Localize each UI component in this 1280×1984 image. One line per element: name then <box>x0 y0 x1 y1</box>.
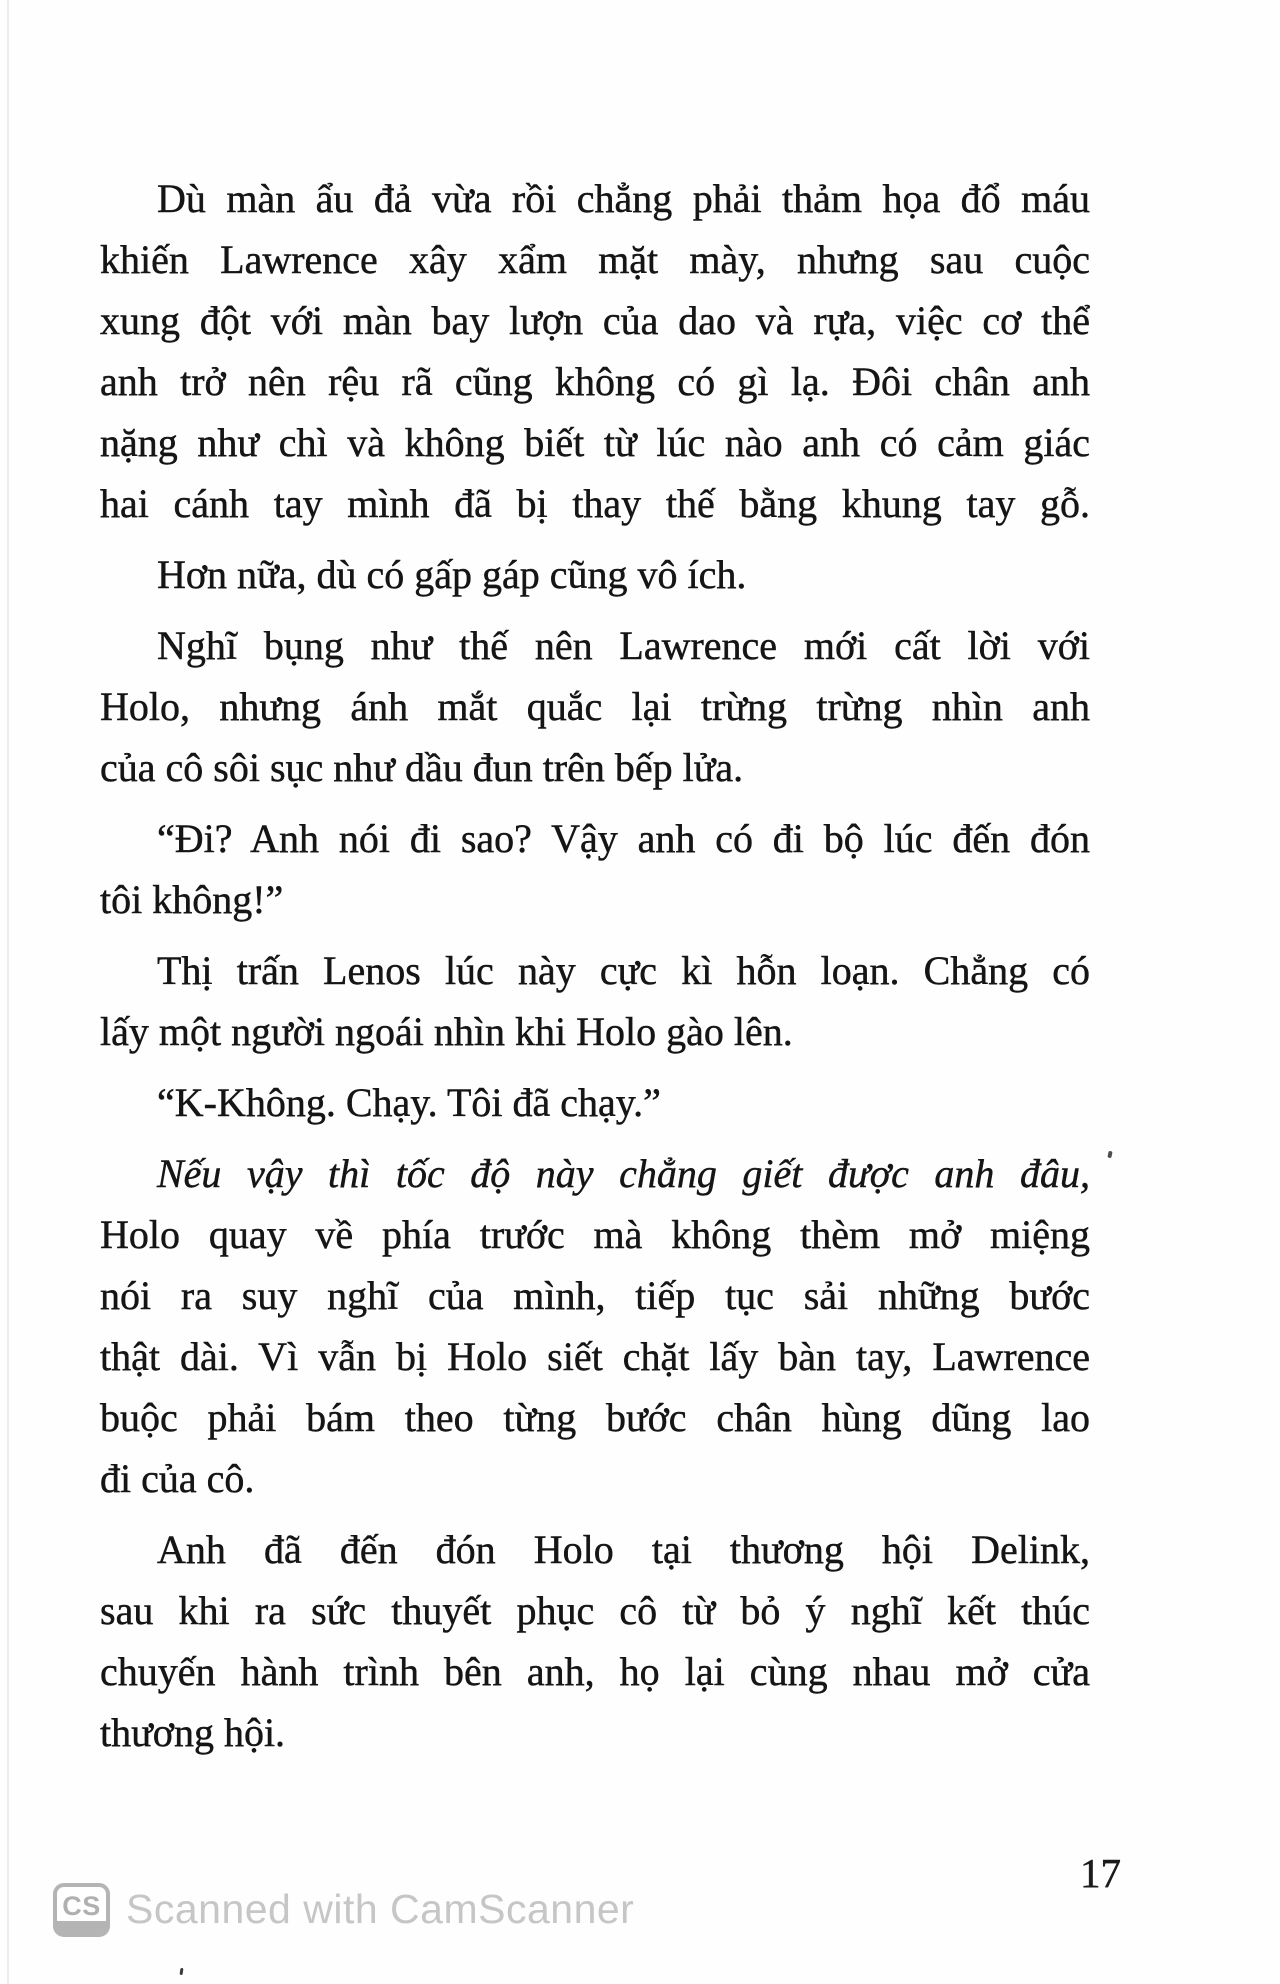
text-line: thật dài. Vì vẫn bị Holo siết chặt lấy bàn tay, Lawrence <box>100 1334 1090 1379</box>
paragraph <box>100 615 1090 798</box>
text-line: Thị trấn Lenos lúc này cực kì hỗn loạn. Chẳng có <box>157 948 1090 993</box>
text-line: nặng như chì và không biết từ lúc nào anh có cảm giác <box>100 420 1090 465</box>
text-line: của cô sôi sục như dầu đun trên bếp lửa. <box>100 745 744 790</box>
text-line: Dù màn ẩu đả vừa rồi chẳng phải thảm họa đổ máu <box>157 176 1090 221</box>
camscanner-logo-bar <box>56 1921 107 1934</box>
scan-edge-shadow <box>7 0 9 1984</box>
camscanner-logo-text: CS <box>62 1891 101 1921</box>
text-line: “K-Không. Chạy. Tôi đã chạy.” <box>157 1080 661 1125</box>
paragraph <box>100 940 1090 1062</box>
text-line: Holo, nhưng ánh mắt quắc lại trừng trừng nhìn anh <box>100 684 1090 729</box>
text-line: thương hội. <box>100 1710 286 1755</box>
text-line: Hơn nữa, dù có gấp gáp cũng vô ích. <box>157 552 747 597</box>
text-line: “Đi? Anh nói đi sao? Vậy anh có đi bộ lúc đến đón <box>157 816 1090 861</box>
text-line: buộc phải bám theo từng bước chân hùng dũng lao <box>100 1395 1090 1440</box>
paragraph <box>100 808 1090 930</box>
page-number: 17 <box>1080 1850 1121 1896</box>
text-line: xung đột với màn bay lượn của dao và rựa, việc cơ thể <box>100 298 1090 343</box>
text-line: lấy một người ngoái nhìn khi Holo gào lên. <box>100 1009 793 1054</box>
text-line: Nghĩ bụng như thế nên Lawrence mới cất lời với <box>157 623 1090 668</box>
text-line: Holo quay về phía trước mà không thèm mở miệng <box>100 1212 1090 1257</box>
text-line: nói ra suy nghĩ của mình, tiếp tục sải những bước <box>100 1273 1090 1318</box>
text-line: khiến Lawrence xây xẩm mặt mày, nhưng sau cuộc <box>100 237 1090 282</box>
camscanner-watermark-label: Scanned with CamScanner <box>126 1886 635 1932</box>
body-text <box>100 168 1090 1763</box>
camscanner-logo-icon <box>53 1883 110 1937</box>
text-line: đi của cô. <box>100 1456 255 1501</box>
paragraph <box>100 544 1090 605</box>
text-line: Anh đã đến đón Holo tại thương hội Delink, <box>157 1527 1090 1572</box>
scan-artifact <box>1107 1151 1112 1159</box>
text-line: hai cánh tay mình đã bị thay thế bằng khung tay gỗ. <box>100 481 1090 526</box>
paragraph <box>100 1072 1090 1133</box>
scan-artifact <box>180 1968 184 1975</box>
text-line: tôi không!” <box>100 877 284 922</box>
text-line-italic: Nếu vậy thì tốc độ này chẳng giết được anh đâu, <box>157 1151 1090 1196</box>
paragraph <box>100 1143 1090 1509</box>
paragraph <box>100 168 1090 534</box>
paragraph <box>100 1519 1090 1763</box>
text-line: anh trở nên rệu rã cũng không có gì lạ. Đôi chân anh <box>100 359 1090 404</box>
text-line: chuyến hành trình bên anh, họ lại cùng nhau mở cửa <box>100 1649 1090 1694</box>
text-line: sau khi ra sức thuyết phục cô từ bỏ ý nghĩ kết thúc <box>100 1588 1090 1633</box>
